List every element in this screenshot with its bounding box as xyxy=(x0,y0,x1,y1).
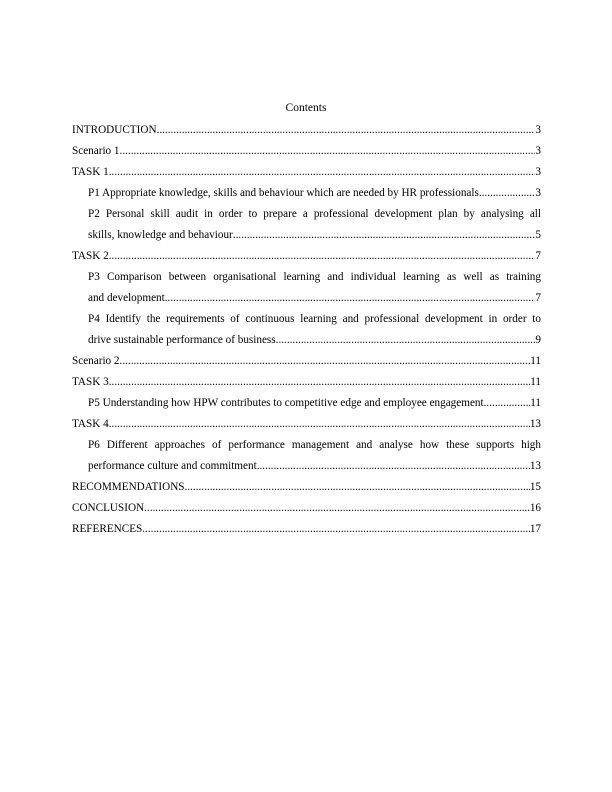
toc-leader-dots xyxy=(144,498,530,519)
toc-page-number: 7 xyxy=(535,250,541,262)
toc-entry-p2[interactable] xyxy=(72,204,541,246)
toc-leader-dots xyxy=(109,372,531,393)
toc-title: Contents xyxy=(285,102,327,114)
toc-entry-task-1[interactable] xyxy=(72,162,541,183)
toc-leader-dots xyxy=(257,456,530,477)
toc-leader-dots xyxy=(109,162,536,183)
toc-entry-text: P3 Comparison between organisational learning and individual learning as well as training xyxy=(88,271,541,283)
toc-leader-dots xyxy=(157,120,536,141)
toc-entry-p5[interactable] xyxy=(72,393,541,414)
toc-page-number: 17 xyxy=(529,523,541,535)
toc-leader-dots xyxy=(120,141,536,162)
toc-entry-text: P4 Identify the requirements of continuous learning and professional development in order to xyxy=(88,313,541,325)
toc-page-number: 3 xyxy=(535,166,541,178)
toc-entry-p4[interactable] xyxy=(72,309,541,351)
toc-entry-text: P2 Personal skill audit in order to prepare a professional development plan by analysing all xyxy=(88,208,541,220)
table-of-contents xyxy=(72,120,541,540)
toc-page-number: 5 xyxy=(535,229,541,241)
toc-leader-dots xyxy=(482,183,536,204)
toc-leader-dots xyxy=(185,477,530,498)
toc-entry-introduction[interactable] xyxy=(72,120,541,141)
toc-entry-p3[interactable] xyxy=(72,267,541,309)
toc-entry-text: RECOMMENDATIONS xyxy=(72,481,185,493)
toc-entry-task-4[interactable] xyxy=(72,414,541,435)
toc-entry-text: P5 Understanding how HPW contributes to competitive edge and employee engagement. xyxy=(88,397,487,409)
toc-page-number: 7 xyxy=(535,292,541,304)
toc-entry-text: TASK 2 xyxy=(72,250,109,262)
toc-entry-scenario-1[interactable] xyxy=(72,141,541,162)
toc-page-number: 11 xyxy=(530,355,541,367)
toc-page-number: 11 xyxy=(530,397,541,409)
toc-page-number: 9 xyxy=(535,334,541,346)
toc-page-number: 3 xyxy=(535,187,541,199)
toc-entry-text: TASK 3 xyxy=(72,376,109,388)
toc-entry-scenario-2[interactable] xyxy=(72,351,541,372)
toc-entry-text: Scenario 2 xyxy=(72,355,120,367)
toc-entry-p6[interactable] xyxy=(72,435,541,477)
toc-entry-p1[interactable] xyxy=(72,183,541,204)
toc-entry-task-3[interactable] xyxy=(72,372,541,393)
toc-entry-text: TASK 1 xyxy=(72,166,109,178)
toc-entry-references[interactable] xyxy=(72,519,541,540)
toc-entry-text: P1 Appropriate knowledge, skills and behaviour which are needed by HR professionals. xyxy=(88,187,482,199)
toc-leader-dots xyxy=(233,225,536,246)
toc-page-number: 11 xyxy=(530,376,541,388)
toc-entry-recommendations[interactable] xyxy=(72,477,541,498)
toc-leader-dots xyxy=(165,288,536,309)
toc-entry-text: TASK 4 xyxy=(72,418,109,430)
toc-entry-text: CONCLUSION xyxy=(72,502,145,514)
toc-leader-dots xyxy=(276,330,536,351)
toc-entry-text-continued: and development xyxy=(88,292,165,304)
toc-page-number: 15 xyxy=(529,481,541,493)
toc-page-number: 13 xyxy=(529,418,541,430)
toc-entry-text: INTRODUCTION xyxy=(72,124,157,136)
toc-entry-text-continued: drive sustainable performance of business xyxy=(88,334,276,346)
toc-leader-dots xyxy=(486,393,530,414)
toc-entry-text-continued: skills, knowledge and behaviour xyxy=(88,229,233,241)
toc-entry-text: P6 Different approaches of performance management and analyse how these supports high xyxy=(88,439,541,451)
toc-leader-dots xyxy=(109,414,530,435)
toc-entry-conclusion[interactable] xyxy=(72,498,541,519)
toc-entry-text-continued: performance culture and commitment xyxy=(88,460,257,472)
toc-entry-task-2[interactable] xyxy=(72,246,541,267)
toc-entry-text: Scenario 1 xyxy=(72,145,120,157)
toc-page-number: 3 xyxy=(535,124,541,136)
toc-page-number: 3 xyxy=(535,145,541,157)
toc-page-number: 13 xyxy=(529,460,541,472)
toc-page-number: 16 xyxy=(529,502,541,514)
toc-leader-dots xyxy=(120,351,531,372)
toc-leader-dots xyxy=(109,246,536,267)
toc-leader-dots xyxy=(142,519,530,540)
toc-entry-text: REFERENCES xyxy=(72,523,143,535)
